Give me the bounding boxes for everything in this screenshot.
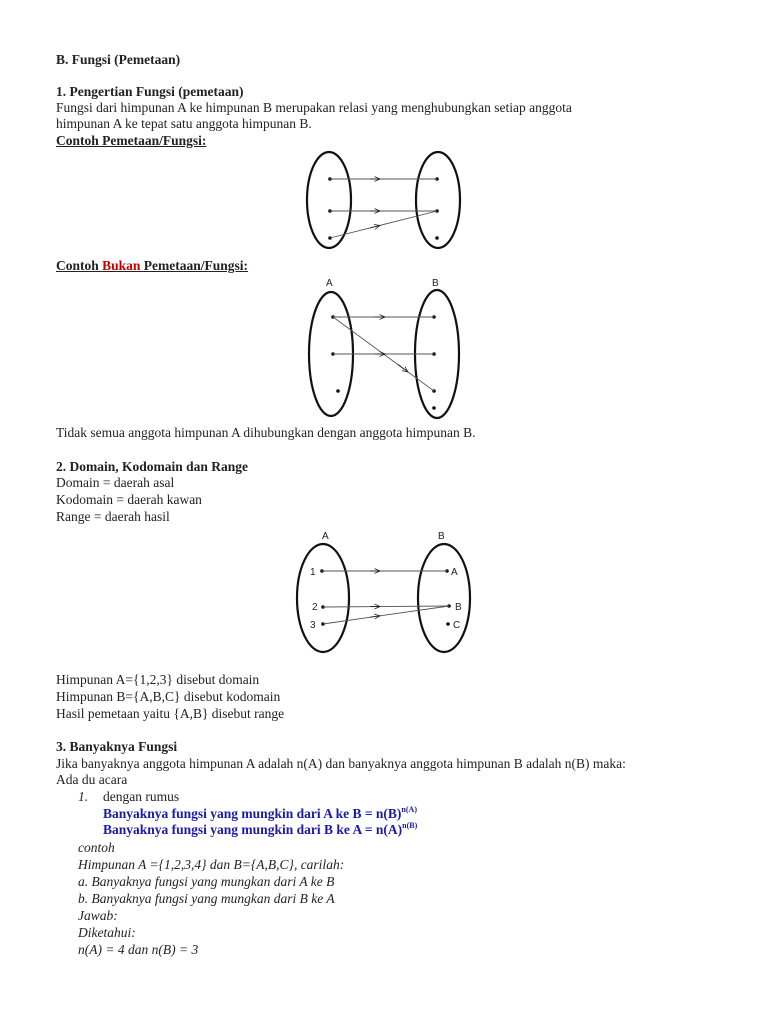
formula-b-to-a: Banyaknya fungsi yang mungkin dari B ke $A = n(A)^{n(B)}$ [103, 820, 418, 837]
s2-codomain-def: Kodomain = daerah kawan [56, 492, 202, 507]
list-item-number: 1. [78, 789, 89, 804]
s1-line1: Fungsi dari himpunan A ke himpunan B merupakan relasi yang menghubungkan setiap anggota [56, 100, 572, 115]
answer-label: Jawab: [78, 908, 118, 923]
s3-line2: Ada du acara [56, 772, 128, 787]
s3-heading: 3. Banyaknya Fungsi [56, 739, 178, 754]
list-item-text: dengan rumus [103, 789, 180, 804]
s1-line2: himpunan A ke tepat satu anggota himpunan B. [56, 116, 312, 131]
s2-range-def: Range = daerah hasil [56, 509, 170, 524]
s3-line1: Jika banyaknya anggota himpunan A adalah n(A) dan banyaknya anggota himpunan B adalah n(B) maka: [56, 756, 626, 771]
mapping-diagram-2 [300, 274, 470, 426]
label-b: B [432, 278, 439, 289]
domain-element-3: 3 [310, 620, 316, 631]
example-sets: Himpunan A ={1,2,3,4} dan B={A,B,C}, carilah: [78, 857, 345, 872]
domain-text: Himpunan A={1,2,3} disebut domain [56, 672, 260, 687]
example-question-a: a. Banyaknya fungsi yang mungkan dari A ke B [78, 874, 335, 889]
codomain-text: Himpunan B={A,B,C} disebut kodomain [56, 689, 281, 704]
codomain-element-a: A [451, 567, 458, 578]
formula-a-to-b: Banyaknya fungsi yang mungkin dari A ke $B = n(B)^{n(A)}$ [103, 804, 417, 821]
label-b: B [438, 531, 445, 542]
codomain-element-c: C [453, 620, 461, 631]
section-title: B. Fungsi (Pemetaan) [56, 52, 181, 67]
set-b-ellipse [416, 152, 460, 248]
not-function-note: Tidak semua anggota himpunan A dihubungkan dengan anggota himpunan B. [56, 425, 476, 440]
mapping-diagram-3 [290, 526, 480, 658]
known-label: Diketahui: [78, 925, 136, 940]
label-a: A [322, 531, 329, 542]
example1-label: Contoh Pemetaan/Fungsi: [56, 133, 207, 148]
s1-heading: 1. Pengertian Fungsi (pemetaan) [56, 84, 244, 99]
set-b-ellipse [418, 544, 470, 652]
example2-label: Contoh Bukan Pemetaan/Fungsi: [56, 258, 249, 273]
domain-element-1: 1 [310, 567, 316, 578]
label-a: A [326, 278, 333, 289]
known-values: n(A) = 4 dan n(B) = 3 [78, 942, 199, 957]
s2-domain-def: Domain = daerah asal [56, 475, 175, 490]
range-text: Hasil pemetaan yaitu {A,B} disebut range [56, 706, 285, 721]
set-a-ellipse [307, 152, 351, 248]
example-label: contoh [78, 840, 115, 855]
codomain-element-b: B [455, 602, 462, 613]
s2-heading: 2. Domain, Kodomain dan Range [56, 459, 249, 474]
set-a-ellipse [297, 544, 349, 652]
example-question-b: b. Banyaknya fungsi yang mungkan dari B ke A [78, 891, 335, 906]
domain-element-2: 2 [312, 602, 318, 613]
mapping-diagram-1 [300, 148, 470, 252]
